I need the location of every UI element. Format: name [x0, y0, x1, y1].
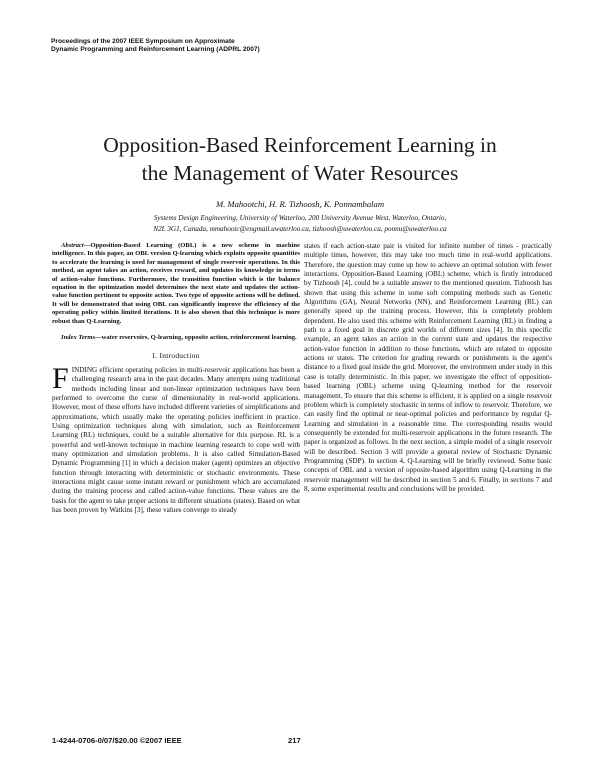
introduction-paragraph	[52, 361, 300, 516]
abstract	[52, 242, 300, 326]
drop-cap: F	[52, 361, 69, 395]
isbn-copyright: 1-4244-0706-0/07/$20.00 ©2007 IEEE	[52, 736, 182, 745]
author-list: M. Mahootchi, H. R. Tizhoosh, K. Ponnambalam	[215, 199, 385, 209]
abstract-text: —Opposition-Based Learning (OBL) is a new scheme in machine intelligence. In this paper, an OBL version Q-learning which exploits opposite quantities to accelerate the learning is used for management of single reservoir operations. In this method, an agent takes an action, receives reward, and updates its knowledge in terms of action-value functions. Furthermore, the transition function which is the balance equation in the optimization model determines the next state and updates the action-value function pertinent to opposite action. Two type of opposite actions will be defined. It will be demonstrated that using OBL can significantly improve the efficiency of the operating policy within limited iterations. It is also shown that this technique is more robust than Q-Learning.	[52, 242, 300, 325]
index-terms	[52, 334, 300, 342]
page-number: 217	[288, 736, 301, 745]
affiliation-line-1: Systems Design Engineering, University of Waterloo, 200 University Avenue West, Waterloo, Ontario,	[153, 214, 447, 222]
affiliation	[40, 213, 560, 235]
proceedings-header	[51, 38, 260, 55]
affiliation-line-2: N2L 3G1, Canada, mmahootc@engmail.uwaterloo.ca, tizhoosh@uwaterloo.ca, ponnu@uwaterloo.ca	[153, 225, 447, 233]
introduction-left-text: INDING efficient operating policies in multi-reservoir applications has been a challenging research area in the past decades. Many attempts using traditional methods including linear and non-linear optimization techniques have been performed to overcome the curse of dimensionality in real-world applications. However, most of these efforts have included different varieties of simplifications and approximations, which usually make the operating policies inefficient in practice. Using optimization techniques along with simulation, such as Reinforcement Learning (RL) techniques, could be a suitable alternative for this purpose. RL is a powerful and well-known technique in machine learning research to cope well with many optimization and simulation problems. It is also called Simulation-Based Dynamic Programming [1] in which a decision maker (agent) optimizes an objective function through interacting with deterministic or stochastic environments. These interactions might cause some instant reward or punishment which are accumulated during the training process and called action-value functions. These values are the basis for the agent to take proper actions in different situations (states). Based on what has been proven by Watkins [3], these values converge to steady	[52, 365, 300, 514]
paper-title	[30, 131, 570, 187]
title-line-1: Opposition-Based Reinforcement Learning in	[103, 133, 497, 157]
right-column	[304, 242, 552, 494]
introduction-continued: states if each action-state pair is visited for infinite number of times - practically multiple times, however, this may take too much time in real-world applications. Therefore, the question may come up how to achieve an optimal solution with fewer interactions. Opposition-Based Learning (OBL) scheme, which is firstly introduced by Tizhoosh [4], could be a suitable answer to the mentioned question. Tizhoosh has shown that using this scheme in some soft computing methods such as Genetic Algorithms (GA), Neural Networks (NN), and Reinforcement Learning (RL) can generally speed up the training process. However, this is completely problem dependent. He also used this scheme with Reinforcement Learning (RL) in finding a path to a fixed goal in discrete grid worlds of different sizes [4]. In this specific example, an agent takes an action in the current state and updates the respective action-value function in addition to those functions, which are related to opposite actions or states. The criterion for grading rewards or punishments is the agent's distance to a fixed goal inside the grid. Moreover, the environment under study in this case is totally deterministic. In this paper, we investigate the effect of opposition-based learning (OBL) scheme using Q-learning method for the reservoir management. To ensure that this scheme is efficient, it is applied on a single reservoir problem which is completely stochastic in terms of inflow to reservoir. Therefore, we can easily find the optimal or near-optimal policies and performance by regular Q-Learning and simulation in a reasonable time. The corresponding results would consequently be extended for multi-reservoir applications in the future research. The paper is organized as follows. In the next section, a simple model of a single reservoir will be described. Section 3 will provide a general review of Stochastic Dynamic Programming (SDP). In section 4, Q-Learning will be briefly reviewed. Some basic concepts of OBL and a version of opposite-based algorithm using Q-Learning in the reservoir management will be described in section 5 and 6. Finally, in sections 7 and 8, some experimental results and conclusions will be provided.	[304, 242, 552, 493]
section-heading-introduction: I. Introduction	[152, 351, 200, 361]
abstract-label: Abstract	[61, 242, 84, 249]
title-line-2: the Management of Water Resources	[141, 161, 459, 185]
left-column	[52, 242, 300, 515]
proceedings-line-1: Proceedings of the 2007 IEEE Symposium on Approximate	[51, 38, 235, 45]
index-terms-text: —water reservoirs, Q-learning, opposite action, reinforcement learning.	[95, 334, 297, 342]
proceedings-line-2: Dynamic Programming and Reinforcement Learning (ADPRL 2007)	[51, 46, 260, 54]
index-terms-label: Index Terms	[61, 334, 96, 342]
